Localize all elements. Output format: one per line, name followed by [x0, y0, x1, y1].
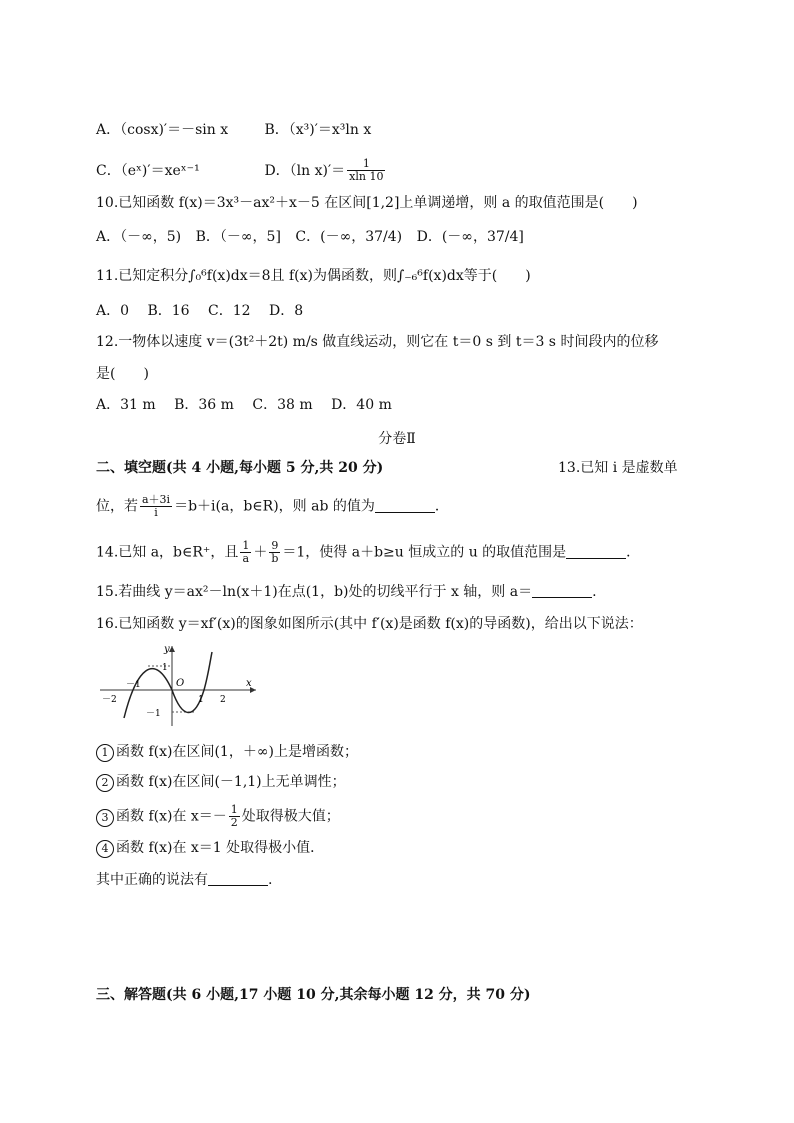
x-tick-m2: －2: [102, 695, 117, 705]
q9-options-ab: [96, 120, 395, 140]
s3-den: 2: [230, 816, 238, 829]
q12-stem-line1: 12.一物体以速度 v＝(3t²＋2t) m/s 做直线运动，则它在 t＝0 s 到 t＝3 s 时间段内的位移: [96, 334, 659, 350]
q10-options: [96, 227, 548, 247]
q16-answer-blank[interactable]: [208, 871, 268, 886]
q9-option-d-fraction: [347, 158, 385, 183]
q15-answer-blank[interactable]: [532, 583, 592, 598]
q16-stem: 16.已知函数 y＝xf′(x)的图象如图所示(其中 f′(x)是函数 f(x)的导函数)，给出以下说法：: [96, 616, 643, 632]
q13-prefix: 位，若: [96, 498, 138, 515]
q16-statement-2: [96, 772, 346, 792]
statement-3-suffix: 处取得极大值；: [241, 808, 340, 825]
q11-stem: 11.已知定积分∫₀⁶f(x)dx＝8且 f(x)为偶函数，则∫₋₆⁶f(x)dx等于( ): [96, 268, 531, 284]
q14-f2-den: b: [271, 552, 279, 565]
statement-2-text: 函数 f(x)在区间(－1,1)上无单调性；: [116, 774, 346, 790]
q9-d-numerator: 1: [347, 158, 385, 171]
q9-option-b: B．（x³)′＝x³ln x: [264, 122, 372, 138]
q14-fraction-2: [269, 540, 280, 565]
y-tick-m1: －1: [146, 709, 161, 719]
q14-f2-num: 9: [269, 540, 280, 553]
circled-number-3: 3: [96, 809, 114, 827]
q14-f1-den: a: [242, 552, 250, 565]
q16-statement-1: [96, 742, 358, 762]
q14-prefix: 14.已知 a，b∈R⁺，且: [96, 544, 239, 561]
q13-body: 位，若 $\frac{a+3i}{i}$ ＝b＋i(a，b∈R)，则 ab 的值为 ．: [96, 493, 449, 519]
x-tick-1: 1: [198, 695, 204, 705]
section-3-heading: 三、解答题(共 6 小题,17 小题 10 分,其余每小题 12 分，共 70 分): [96, 987, 531, 1003]
q10-stem: 10.已知函数 f(x)＝3x³－ax²＋x－5 在区间[1,2]上单调递增，则 a 的取值范围是( ): [96, 195, 638, 211]
section-2-title: 分卷Ⅱ: [378, 431, 416, 447]
circled-number-1: 1: [96, 744, 114, 762]
q12-options: A．31 m B．36 m C．38 m D．40 m: [96, 397, 392, 413]
q14-fraction-1: [240, 540, 251, 565]
q9-option-c: C．（eˣ)′＝xeˣ⁻¹: [96, 162, 200, 179]
q14: 14.已知 a，b∈R⁺，且 $\frac{1}{a}$ ＋ $\frac{9}{b}$ ＝1，使得 a＋b≥u 恒成立的 u 的取值范围是 ．: [96, 539, 641, 565]
y-axis-label: y: [164, 644, 170, 655]
q12-stem-line2: 是( ): [96, 366, 149, 382]
circled-number-4: 4: [96, 840, 114, 858]
s3-num: 1: [230, 803, 238, 816]
q14-answer-blank[interactable]: [566, 544, 626, 559]
x-tick-m1: －1: [126, 680, 141, 690]
q14-suffix: ＝1，使得 a＋b≥u 恒成立的 u 的取值范围是: [282, 544, 567, 561]
section-2-heading: 二、填空题(共 4 小题,每小题 5 分,共 20 分): [96, 460, 384, 476]
q13-numerator: a＋3i: [142, 493, 171, 506]
statement-1-text: 函数 f(x)在区间(1，＋∞)上是增函数；: [116, 744, 358, 760]
statement-4-text: 函数 f(x)在 x＝1 处取得极小值．: [116, 840, 325, 856]
q10-option-b: B．（－∞，5]: [195, 229, 281, 245]
y-axis-arrow: [169, 646, 175, 652]
q13-answer-blank[interactable]: [375, 498, 435, 513]
q15: 15.若曲线 y＝ax²－ln(x＋1)在点(1，b)处的切线平行于 x 轴，则 a＝ .: [96, 584, 597, 600]
q16-conclusion: 其中正确的说法有 .: [96, 872, 273, 888]
q13-suffix: ＝b＋i(a，b∈R)，则 ab 的值为: [174, 498, 375, 515]
q15-text: 15.若曲线 y＝ax²－ln(x＋1)在点(1，b)处的切线平行于 x 轴，则 a＝: [96, 584, 533, 600]
statement-3-prefix: 函数 f(x)在 x＝－: [116, 808, 227, 825]
statement-3-fraction: [229, 804, 240, 829]
q9-option-d: [264, 157, 387, 183]
q9-d-denominator: xln 10: [349, 170, 384, 183]
q13-fraction: [140, 494, 172, 519]
x-tick-2: 2: [220, 695, 226, 705]
q10-option-a: A．（－∞，5): [96, 229, 182, 245]
q14-plus: ＋: [253, 544, 268, 561]
conclusion-text: 其中正确的说法有: [96, 872, 208, 888]
x-axis-label: x: [246, 678, 252, 689]
q9-option-a: A．（cosx)′＝－sin x: [96, 122, 229, 138]
q16-statement-4: [96, 838, 324, 858]
circled-number-2: 2: [96, 774, 114, 792]
q16-statement-3: [96, 804, 340, 829]
origin-label: O: [176, 678, 185, 689]
q13-denominator: i: [154, 506, 158, 519]
q9-option-d-prefix: D．（ln x)′＝: [264, 162, 346, 179]
q10-option-c: C．(－∞，37/4): [295, 229, 403, 245]
q13-head: 13.已知 i 是虚数单: [558, 460, 678, 476]
q11-options: A．0 B．16 C．12 D．8: [96, 303, 304, 319]
q14-f1-num: 1: [242, 539, 250, 552]
q9-options-cd: [96, 158, 387, 183]
q16-function-graph: [96, 640, 266, 730]
y-tick-1: 1: [162, 663, 168, 673]
q10-option-d: D．(－∞，37/4]: [416, 229, 524, 245]
